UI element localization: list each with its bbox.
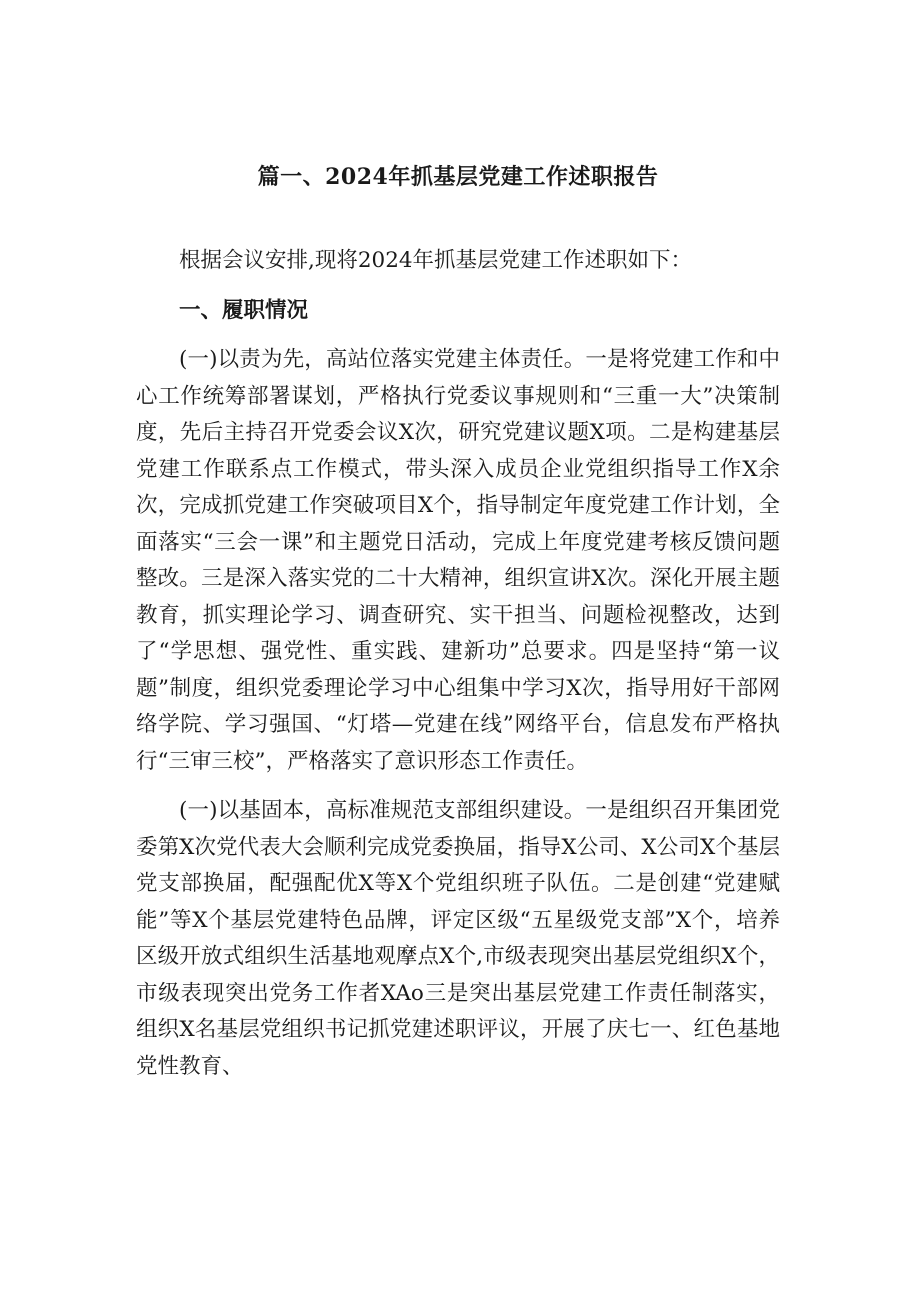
intro-paragraph: 根据会议安排,现将2024年抓基层党建工作述职如下： xyxy=(179,248,693,273)
body-paragraph-2: (一)以基固本，高标准规范支部组织建设。一是组织召开集团党委第X次党代表大会顺利完成党委换届，指导X公司、X公司X个基层党支部换届，配强配优X等X个党组织班子队伍。二是创建“党建赋能”等X个基层党建特色品牌，评定区级“五星级党支部”X个，培养区级开放式组织生活基地观摩点X个,市级表现突出基层党组织X个，市级表现突出党务工作者XAo三是突出基层党建工作责任制落实，组织X名基层党组织书记抓党建述职评议，开展了庆七一、红色基地党性教育、 xyxy=(136,798,780,1079)
body-paragraph-1: (一)以责为先，高站位落实党建主体责任。一是将党建工作和中心工作统筹部署谋划，严格执行党委议事规则和“三重一大”决策制度，先后主持召开党委会议X次，研究党建议题X项。二是构建基层党建工作联系点工作模式，带头深入成员企业党组织指导工作X余次，完成抓党建工作突破项目X个，指导制定年度党建工作计划，全面落实“三会一课”和主题党日活动，完成上年度党建考核反馈问题整改。三是深入落实党的二十大精神，组织宣讲X次。深化开展主题教育，抓实理论学习、调查研究、实干担当、问题检视整改，达到了“学思想、强党性、重实践、建新功”总要求。四是坚持“第一议题”制度，组织党委理论学习中心组集中学习X次，指导用好干部网络学院、学习强国、“灯塔—党建在线”网络平台，信息发布严格执行“三审三校”，严格落实了意识形态工作责任。 xyxy=(136,347,780,774)
section-heading: 一、履职情况 xyxy=(179,297,309,323)
document-title: 篇一、2024年抓基层党建工作述职报告 xyxy=(257,164,659,190)
